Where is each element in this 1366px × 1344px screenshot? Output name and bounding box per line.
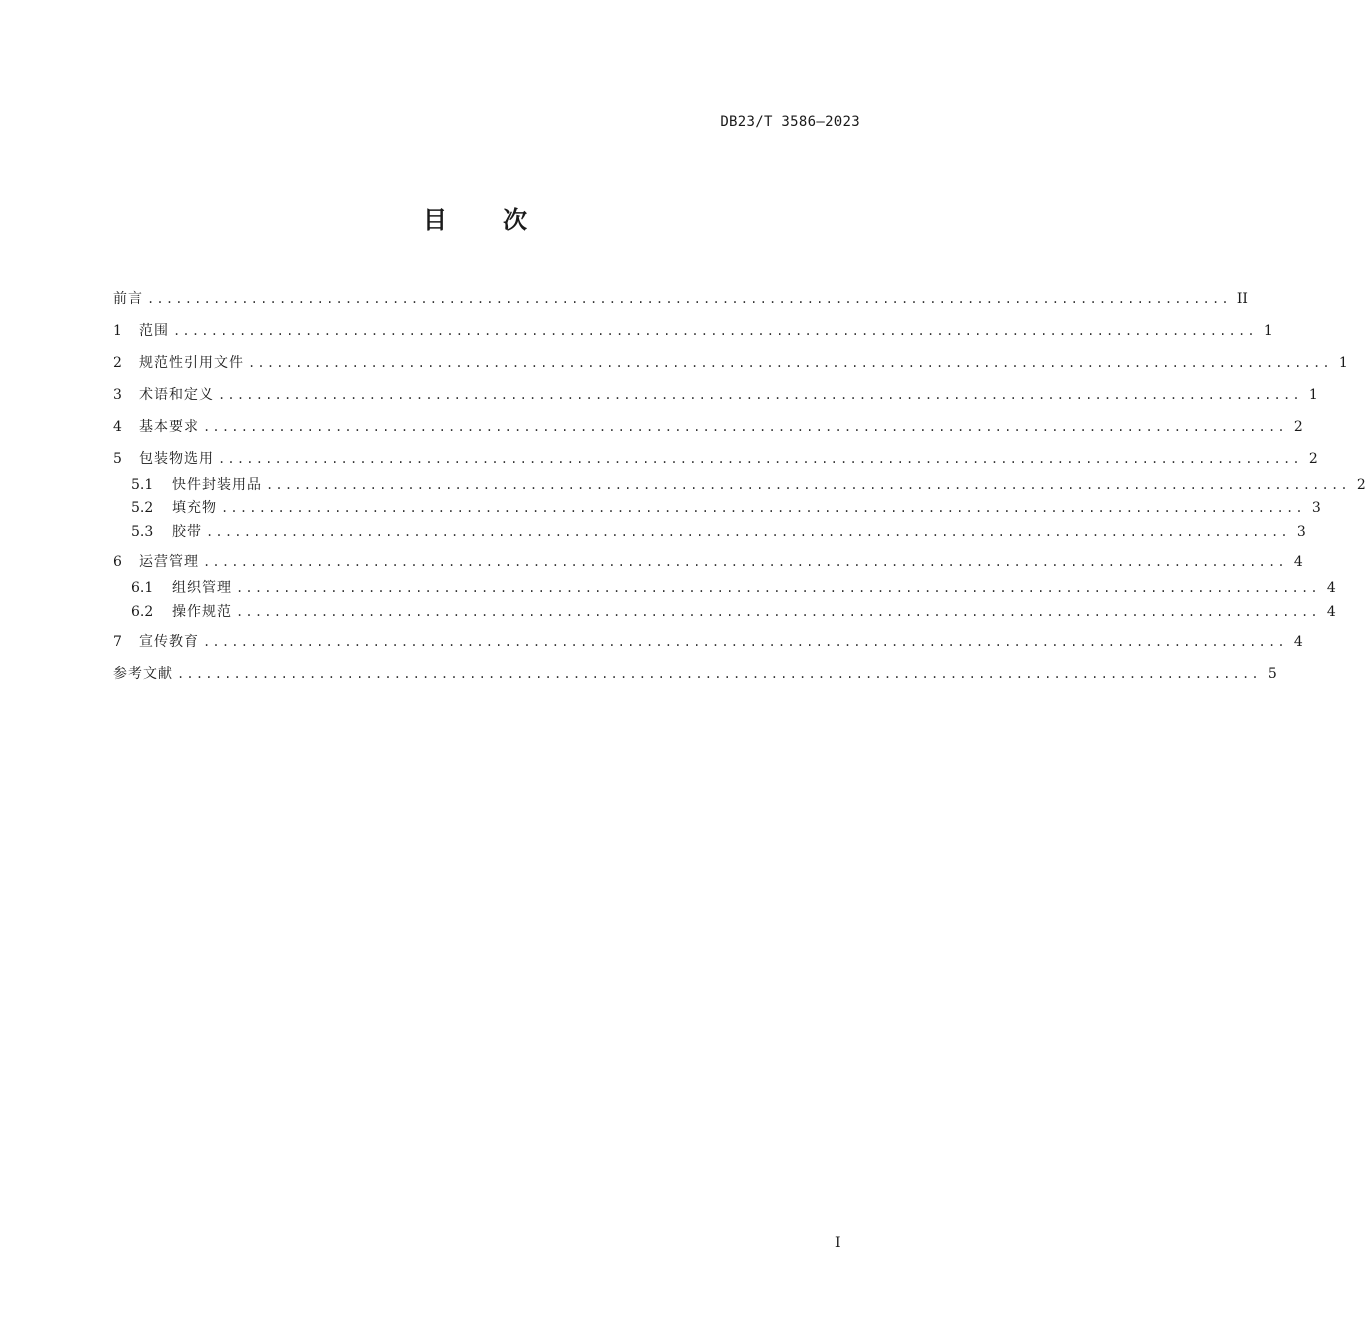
toc-entry-label: 快件封装用品 (172, 477, 262, 493)
toc-entry-3[interactable] (113, 385, 1318, 405)
toc-entry-5-3[interactable] (131, 522, 1306, 542)
toc-entry-label: 运营管理 (139, 554, 199, 570)
toc-entry-number: 3 (113, 387, 122, 403)
toc-entry-references[interactable] (113, 664, 1277, 684)
toc-title-char-1: 目 (423, 206, 447, 234)
toc-entry-page: 1 (1338, 355, 1348, 371)
toc-entry-number: 5.3 (131, 524, 154, 540)
toc-entry-page: 4 (1326, 604, 1336, 620)
toc-entry-5-2[interactable] (131, 498, 1321, 518)
toc-entry-number: 6.2 (131, 604, 154, 620)
toc-entry-page: 4 (1293, 554, 1303, 570)
standard-code: DB23/T 3586—2023 (720, 114, 860, 130)
toc-entry-number: 6.1 (131, 580, 154, 596)
toc-entry-page: 5 (1267, 666, 1277, 682)
dot-leader: ................................................................................................................... (218, 452, 1302, 466)
toc-entry-page: 3 (1296, 524, 1306, 540)
toc-entry-number: 4 (113, 419, 122, 435)
toc-entry-label: 填充物 (172, 500, 217, 516)
toc-entry-5-1[interactable] (131, 475, 1366, 495)
toc-entry-5[interactable] (113, 449, 1318, 469)
toc-entry-6-2[interactable] (131, 602, 1336, 622)
toc-entry-label: 操作规范 (172, 604, 232, 620)
toc-entry-7[interactable] (113, 632, 1303, 652)
toc-entry-label: 前言 (113, 291, 143, 307)
toc-entry-number: 5.1 (131, 477, 154, 493)
toc-entry-label: 参考文献 (113, 666, 173, 682)
toc-title (0, 200, 950, 235)
dot-leader: ................................................................................................................... (236, 581, 1320, 595)
toc-entry-4[interactable] (113, 417, 1303, 437)
toc-entry-label: 术语和定义 (139, 387, 214, 403)
toc-entry-number: 2 (113, 355, 122, 371)
dot-leader: ................................................................................................................... (236, 605, 1320, 619)
dot-leader: ................................................................................................................... (177, 667, 1261, 681)
toc-entry-number: 5.2 (131, 500, 154, 516)
toc-entry-label: 宣传教育 (139, 634, 199, 650)
page-number: I (835, 1235, 841, 1251)
dot-leader: ................................................................................................................... (173, 324, 1257, 338)
toc-entry-number: 6 (113, 554, 122, 570)
toc-entry-number: 1 (113, 323, 122, 339)
dot-leader: ................................................................................................................... (147, 292, 1231, 306)
toc-entry-number: 7 (113, 634, 122, 650)
toc-entry-page: II (1236, 291, 1248, 307)
toc-entry-number: 5 (113, 451, 122, 467)
toc-entry-label: 基本要求 (139, 419, 199, 435)
dot-leader: ................................................................................................................... (266, 478, 1350, 492)
toc-entry-page: 2 (1356, 477, 1366, 493)
toc-entry-foreword[interactable] (113, 289, 1248, 309)
toc-entry-label: 胶带 (172, 524, 202, 540)
toc-entry-label: 规范性引用文件 (139, 355, 244, 371)
dot-leader: ................................................................................................................... (218, 388, 1302, 402)
toc-entry-page: 2 (1293, 419, 1303, 435)
dot-leader: ................................................................................................................... (206, 525, 1290, 539)
toc-entry-label: 范围 (139, 323, 169, 339)
toc-entry-2[interactable] (113, 353, 1348, 373)
toc-title-char-2: 次 (503, 206, 527, 234)
dot-leader: ................................................................................................................... (221, 501, 1305, 515)
dot-leader: ................................................................................................................... (203, 635, 1287, 649)
toc-entry-page: 4 (1293, 634, 1303, 650)
toc-entry-6[interactable] (113, 552, 1303, 572)
toc-entry-page: 1 (1263, 323, 1273, 339)
toc-entry-label: 组织管理 (172, 580, 232, 596)
toc-entry-6-1[interactable] (131, 578, 1336, 598)
toc-entry-page: 1 (1308, 387, 1318, 403)
toc-entry-page: 4 (1326, 580, 1336, 596)
dot-leader: ................................................................................................................... (248, 356, 1332, 370)
toc-entry-label: 包装物选用 (139, 451, 214, 467)
toc-entry-page: 2 (1308, 451, 1318, 467)
toc-entry-page: 3 (1311, 500, 1321, 516)
toc-entry-1[interactable] (113, 321, 1273, 341)
dot-leader: ................................................................................................................... (203, 555, 1287, 569)
dot-leader: ................................................................................................................... (203, 420, 1287, 434)
